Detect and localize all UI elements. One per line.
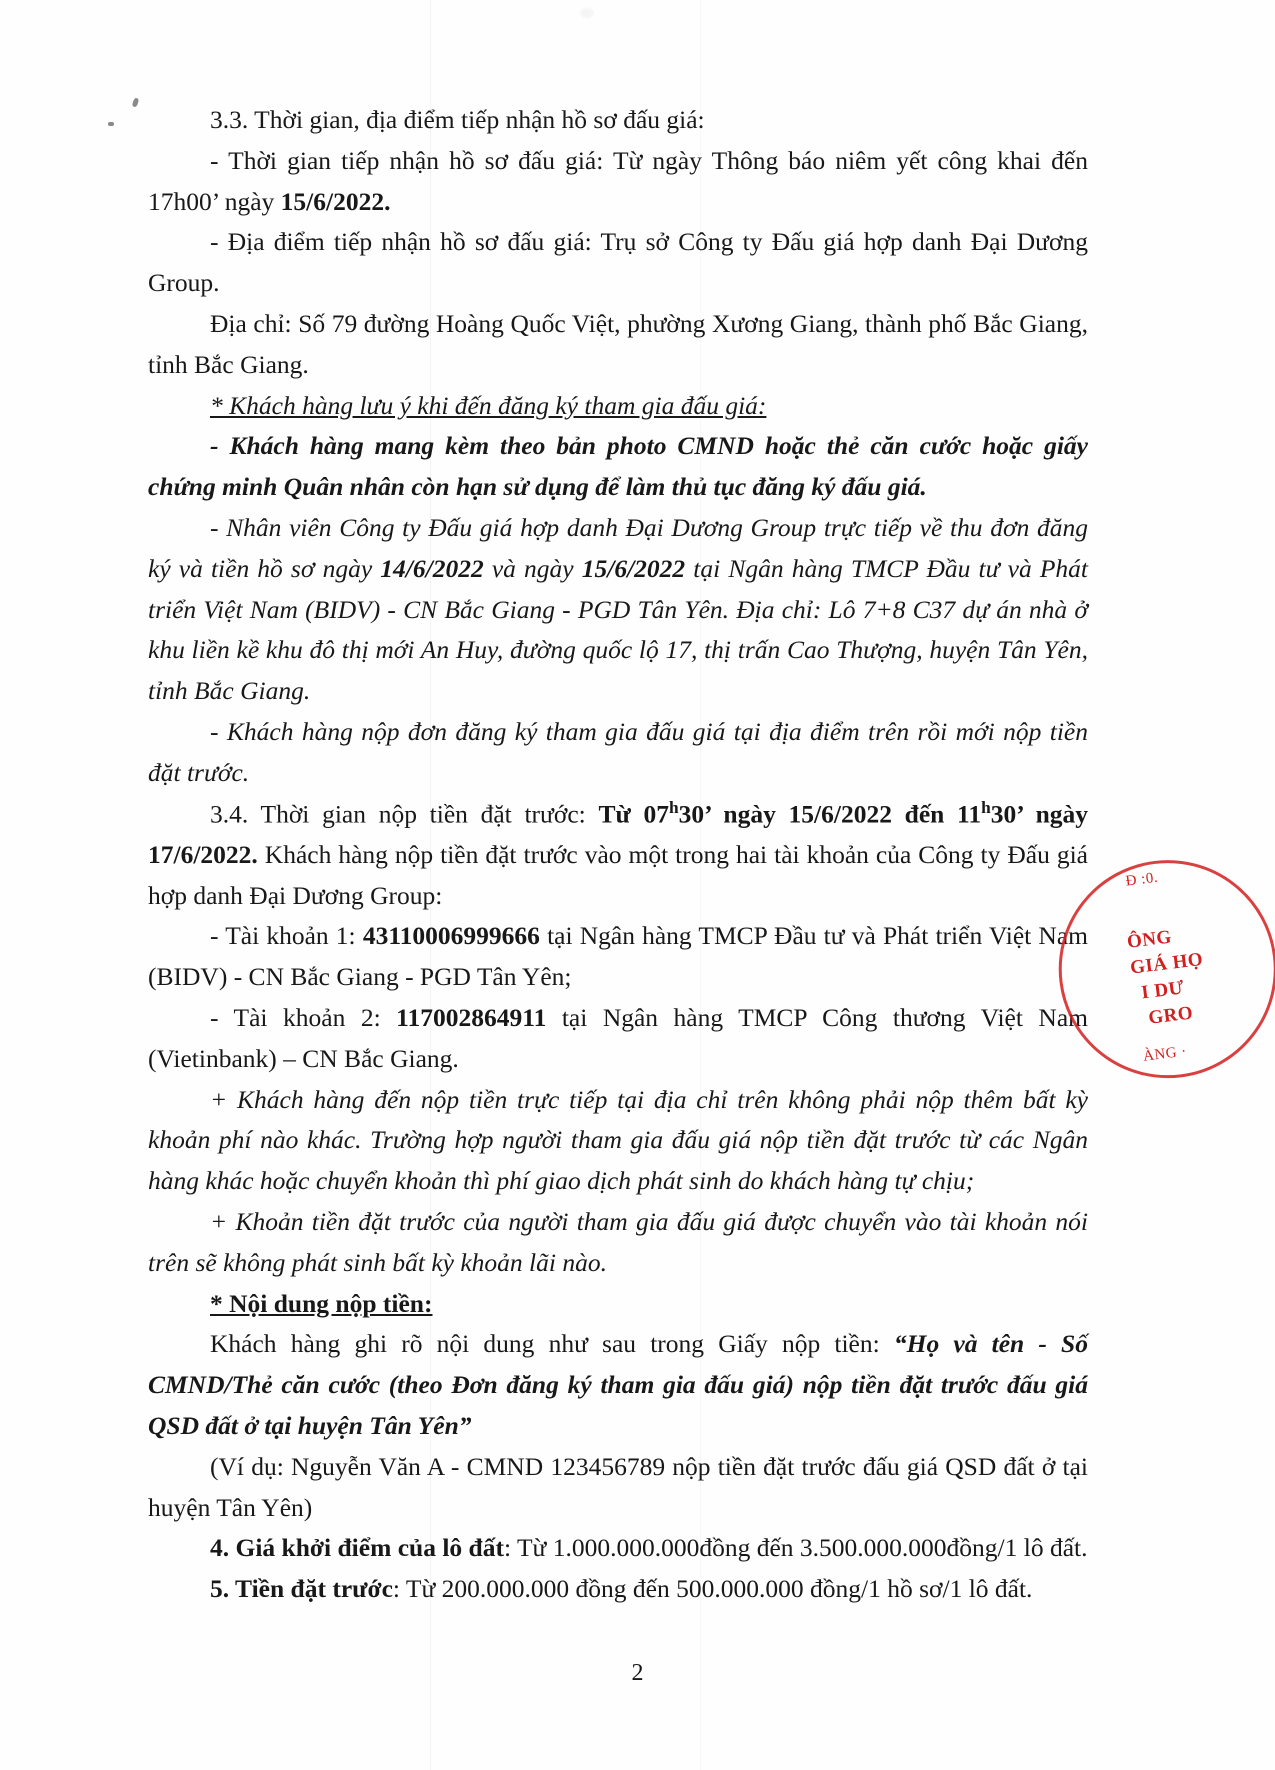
paragraph-fee-note: + Khách hàng đến nộp tiền trực tiếp tại địa chỉ trên không phải nộp thêm bất kỳ khoản phí nào khác. Trường hợp người tham gia đấu giá nộp tiền đặt trước từ các Ngân hàng khác hoặc chuyển khoản thì phí giao dịch phát sinh do khách hàng tự chịu;	[148, 1084, 1088, 1196]
document-body	[148, 100, 1088, 1610]
paragraph-staff-collection: - Nhân viên Công ty Đấu giá hợp danh Đại Dương Group trực tiếp về thu đơn đăng ký và tiền hồ sơ ngày 14/6/2022 và ngày 15/6/2022 tại Ngân hàng TMCP Đầu tư và Phát triển Việt Nam (BIDV) - CN Bắc Giang - PGD Tân Yên. Địa chỉ: Lô 7+8 C37 dự án nhà ở khu liền kề khu đô thị mới An Huy, đường quốc lộ 17, thị trấn Cao Thượng, huyện Tân Yên, tỉnh Bắc Giang.	[148, 512, 1089, 706]
scan-blotch	[580, 8, 594, 18]
seal-line-4: I DƯ	[1140, 977, 1186, 1004]
paragraph-no-interest-note: + Khoản tiền đặt trước của người tham gia đấu giá được chuyển vào tài khoản nói trên sẽ không phát sinh bất kỳ khoản lãi nào.	[148, 1207, 1088, 1277]
paragraph-account-1: - Tài khoản 1: 43110006999666 tại Ngân hàng TMCP Đầu tư và Phát triển Việt Nam (BIDV) - CN Bắc Giang - PGD Tân Yên;	[148, 921, 1088, 992]
paragraph-receipt-time: - Thời gian tiếp nhận hồ sơ đấu giá: Từ ngày Thông báo niêm yết công khai đến 17h00’ ngày 15/6/2022.	[148, 145, 1088, 216]
page-number: 2	[631, 1660, 644, 1686]
seal-line-1: Đ :0.	[1124, 869, 1159, 890]
scan-speck	[132, 97, 140, 107]
paragraph-note-id-docs: - Khách hàng mang kèm theo bản photo CMND hoặc thẻ căn cước hoặc giấy chứng minh Quân nhân còn hạn sử dụng để làm thủ tục đăng ký đấu giá.	[148, 431, 1088, 502]
paragraph-note-heading: * Khách hàng lưu ý khi đến đăng ký tham gia đấu giá:	[210, 390, 767, 420]
paragraph-payment-content-heading: * Nội dung nộp tiền:	[210, 1288, 433, 1318]
paragraph-4-starting-price: 4. Giá khởi điểm của lô đất: Từ 1.000.000.000đồng đến 3.500.000.000đồng/1 lô đất.	[210, 1533, 1088, 1563]
paragraph-account-2: - Tài khoản 2: 117002864911 tại Ngân hàng TMCP Công thương Việt Nam (Vietinbank) – CN Bắc Giang.	[148, 1003, 1089, 1073]
scan-speck	[108, 122, 114, 126]
seal-line-3: GIÁ HỌ	[1129, 948, 1205, 979]
seal-line-2: ÔNG	[1125, 926, 1173, 953]
paragraph-5-deposit-amount: 5. Tiền đặt trước: Từ 200.000.000 đồng đến 500.000.000 đồng/1 hồ sơ/1 lô đất.	[210, 1574, 1033, 1604]
company-seal-stamp	[1118, 850, 1275, 1070]
paragraph-order-of-payment: - Khách hàng nộp đơn đăng ký tham gia đấu giá tại địa điểm trên rồi mới nộp tiền đặt trước.	[148, 716, 1088, 787]
seal-line-6: ÀNG ·	[1142, 1043, 1188, 1065]
paragraph-3-3-heading: 3.3. Thời gian, địa điểm tiếp nhận hồ sơ đấu giá:	[210, 105, 705, 134]
paragraph-payment-content: Khách hàng ghi rõ nội dung như sau trong Giấy nộp tiền: “Họ và tên - Số CMND/Thẻ căn cước (theo Đơn đăng ký tham gia đấu giá) nộp tiền đặt trước đấu giá QSD đất ở tại huyện Tân Yên”	[148, 1329, 1088, 1440]
paragraph-payment-example: (Ví dụ: Nguyễn Văn A - CMND 123456789 nộp tiền đặt trước đấu giá QSD đất ở tại huyện Tân Yên)	[148, 1451, 1088, 1522]
seal-line-5: GRO	[1147, 1002, 1195, 1029]
paragraph-receipt-place: - Địa điểm tiếp nhận hồ sơ đấu giá: Trụ sở Công ty Đấu giá hợp danh Đại Dương Group.	[148, 227, 1088, 298]
paragraph-3-4-deposit-time: 3.4. Thời gian nộp tiền đặt trước: Từ 07$^h$30’ ngày 15/6/2022 đến 11$^h$30’ ngày 17/6/2022. Khách hàng nộp tiền đặt trước vào một trong hai tài khoản của Công ty Đấu giá hợp danh Đại Dương Group:	[148, 797, 1089, 910]
paragraph-address: Địa chỉ: Số 79 đường Hoàng Quốc Việt, phường Xương Giang, thành phố Bắc Giang, tỉnh Bắc Giang.	[148, 308, 1088, 379]
